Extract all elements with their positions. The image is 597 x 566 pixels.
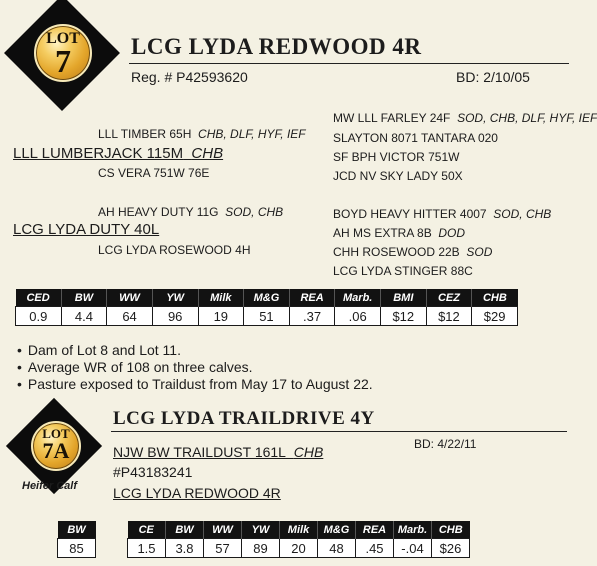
sire-sire: LLL TIMBER 65H CHB, DLF, HYF, IEF <box>98 127 306 141</box>
epd-header: CED <box>16 289 62 307</box>
heifer-calf-label: Heifer Calf <box>22 480 78 492</box>
dam-name: LCG LYDA REDWOOD 4R <box>113 485 281 501</box>
epd-header: YW <box>242 521 280 539</box>
registration-number: Reg. # P42593620 <box>131 69 248 85</box>
registration-number: #P43183241 <box>113 464 193 480</box>
epd-header: CE <box>128 521 166 539</box>
epd-value: 1.5 <box>128 539 166 558</box>
lot-word: LOT <box>46 30 80 47</box>
epd-header: Milk <box>280 521 318 539</box>
pedigree-far-4: BOYD HEAVY HITTER 4007 SOD, CHB <box>333 207 552 221</box>
lot-7a-title: LCG LYDA TRAILDRIVE 4Y <box>113 408 375 429</box>
epd-value: 48 <box>318 539 356 558</box>
epd-value: 57 <box>204 539 242 558</box>
epd-value-row <box>16 307 518 326</box>
note-item: • Dam of Lot 8 and Lot 11. <box>17 342 373 359</box>
lot-number: 7A <box>42 438 70 463</box>
note-item: • Average WR of 108 on three calves. <box>17 359 373 376</box>
epd-value: .06 <box>335 307 381 326</box>
epd-header-row <box>128 521 470 539</box>
epd-value: .37 <box>289 307 335 326</box>
epd-value: -.04 <box>394 539 432 558</box>
sire-dam: CS VERA 751W 76E <box>98 166 210 180</box>
epd-header: Marb. <box>335 289 381 307</box>
epd-value: 19 <box>198 307 244 326</box>
lot-7-title: LCG LYDA REDWOOD 4R <box>131 34 422 59</box>
epd-header: BW <box>58 521 96 539</box>
epd-value: 20 <box>280 539 318 558</box>
dam-dam: LCG LYDA ROSEWOOD 4H <box>98 243 251 257</box>
title-rule <box>111 431 567 432</box>
lot-7-notes <box>17 342 373 393</box>
dam-name: LCG LYDA DUTY 40L <box>13 221 160 238</box>
pedigree-far-7: LCG LYDA STINGER 88C <box>333 264 473 278</box>
lot-7a-epd-table <box>127 521 470 558</box>
note-item: • Pasture exposed to Traildust from May 17 to August 22. <box>17 376 373 393</box>
lot-word: LOT <box>42 426 70 441</box>
pedigree-far-0: MW LLL FARLEY 24F SOD, CHB, DLF, HYF, IEF <box>333 111 597 125</box>
epd-header: BMI <box>381 289 427 307</box>
pedigree-far-5: AH MS EXTRA 8B DOD <box>333 226 466 240</box>
epd-header-row <box>16 289 518 307</box>
epd-value: 96 <box>152 307 198 326</box>
pedigree-far-2: SF BPH VICTOR 751W <box>333 150 460 164</box>
epd-header: Marb. <box>394 521 432 539</box>
epd-header: BW <box>166 521 204 539</box>
epd-value-row <box>128 539 470 558</box>
epd-header: CHB <box>472 289 518 307</box>
epd-value-row <box>58 539 96 558</box>
lot-7-epd-table <box>15 289 518 326</box>
epd-header: M&G <box>318 521 356 539</box>
epd-value: 85 <box>58 539 96 558</box>
epd-header: BW <box>61 289 107 307</box>
epd-value: $26 <box>432 539 470 558</box>
epd-header: YW <box>152 289 198 307</box>
pedigree-far-6: CHH ROSEWOOD 22B SOD <box>333 245 493 259</box>
lot-number: 7 <box>55 43 71 79</box>
birth-date: BD: 2/10/05 <box>456 69 530 85</box>
epd-header: REA <box>289 289 335 307</box>
epd-value: 0.9 <box>16 307 62 326</box>
epd-value: 3.8 <box>166 539 204 558</box>
epd-value: 64 <box>107 307 153 326</box>
epd-value: $29 <box>472 307 518 326</box>
dam-sire: AH HEAVY DUTY 11G SOD, CHB <box>98 205 284 219</box>
pedigree-far-1: SLAYTON 8071 TANTARA 020 <box>333 131 498 145</box>
epd-value: 51 <box>244 307 290 326</box>
epd-header: WW <box>107 289 153 307</box>
epd-header: M&G <box>244 289 290 307</box>
epd-header-row <box>58 521 96 539</box>
title-rule <box>129 63 569 64</box>
epd-header: CEZ <box>426 289 472 307</box>
epd-value: $12 <box>381 307 427 326</box>
epd-header: Milk <box>198 289 244 307</box>
epd-header: WW <box>204 521 242 539</box>
pedigree-far-3: JCD NV SKY LADY 50X <box>333 169 463 183</box>
sire-name: LLL LUMBERJACK 115M CHB <box>13 145 224 162</box>
epd-value: $12 <box>426 307 472 326</box>
lot-7a-bw-table <box>57 521 96 558</box>
epd-header: CHB <box>432 521 470 539</box>
birth-date: BD: 4/22/11 <box>414 437 477 451</box>
sire-name: NJW BW TRAILDUST 161L CHB <box>113 444 324 460</box>
epd-value: .45 <box>356 539 394 558</box>
epd-value: 4.4 <box>61 307 107 326</box>
epd-header: REA <box>356 521 394 539</box>
epd-value: 89 <box>242 539 280 558</box>
